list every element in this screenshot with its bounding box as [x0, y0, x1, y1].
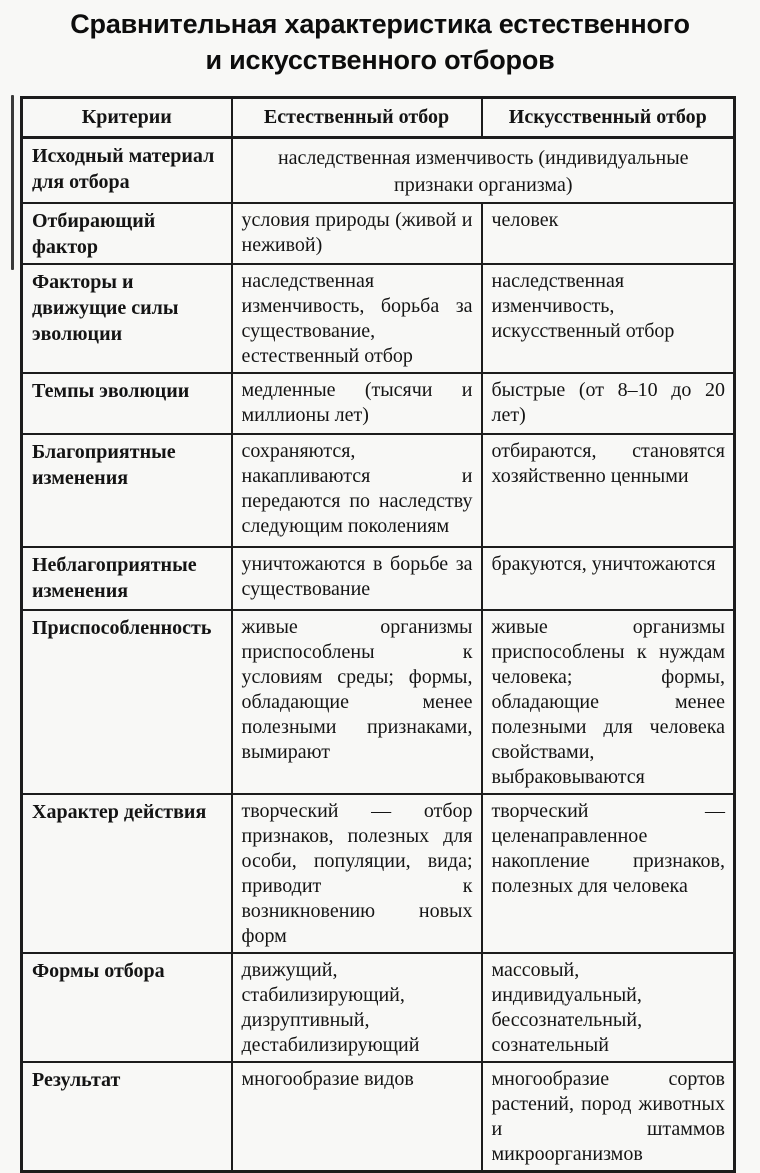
criterion-cell: Исходный материал для отбора	[22, 138, 232, 204]
criterion-cell: Результат	[22, 1062, 232, 1172]
artificial-cell: быстрые (от 8–10 до 20 лет)	[482, 373, 735, 434]
table-row	[22, 610, 735, 794]
artificial-cell: бракуются, уничтожаются	[482, 547, 735, 610]
criterion-cell: Факторы и движущие силы эволюции	[22, 264, 232, 373]
page-title-line2: и искусственного отборов	[205, 45, 555, 75]
criterion-cell: Характер действия	[22, 794, 232, 953]
table-row	[22, 794, 735, 953]
natural-cell: творческий — отбор признаков, полезных для особи, популяции, вида; приводит к возникновению новых форм	[232, 794, 482, 953]
merged-value-cell: наследственная изменчивость (индивидуальные признаки организма)	[232, 138, 735, 204]
natural-cell: наследственная изменчивость, борьба за существование, естественный отбор	[232, 264, 482, 373]
criterion-cell: Темпы эволюции	[22, 373, 232, 434]
table-row	[22, 434, 735, 547]
page-title-line1: Сравнительная характеристика естественного	[70, 9, 690, 39]
artificial-cell: человек	[482, 203, 735, 264]
criterion-cell: Приспособленность	[22, 610, 232, 794]
artificial-cell: отбираются, становятся хозяйственно ценными	[482, 434, 735, 547]
header-natural-selection: Естественный отбор	[232, 98, 482, 138]
table-row	[22, 953, 735, 1062]
table-row	[22, 1062, 735, 1172]
table-row	[22, 264, 735, 373]
artificial-cell: массовый, индивидуальный, бессознательный, сознательный	[482, 953, 735, 1062]
natural-cell: живые организмы приспособлены к условиям среды; формы, обладающие менее полезными признаками, вымирают	[232, 610, 482, 794]
natural-cell: многообразие видов	[232, 1062, 482, 1172]
artificial-cell: творческий — целенаправленное накопление признаков, полезных для человека	[482, 794, 735, 953]
natural-cell: движущий, стабилизирующий, дизруптивный, дестабилизирующий	[232, 953, 482, 1062]
natural-cell: условия природы (живой и неживой)	[232, 203, 482, 264]
natural-cell: медленные (тысячи и миллионы лет)	[232, 373, 482, 434]
header-criteria: Критерии	[22, 98, 232, 138]
table-row	[22, 547, 735, 610]
artificial-cell: многообразие сортов растений, пород животных и штаммов микроорганизмов	[482, 1062, 735, 1172]
table-row	[22, 203, 735, 264]
scan-edge-artifact	[11, 95, 14, 270]
natural-cell: сохраняются, накапливаются и передаются по наследству следующим поколениям	[232, 434, 482, 547]
table-row	[22, 373, 735, 434]
criterion-cell: Отбирающий фактор	[22, 203, 232, 264]
criterion-cell: Благоприятные изменения	[22, 434, 232, 547]
artificial-cell: наследственная изменчивость, искусственный отбор	[482, 264, 735, 373]
header-row	[22, 98, 735, 138]
artificial-cell: живые организмы приспособлены к нуждам человека; формы, обладающие менее полезными для человека свойствами, выбраковываются	[482, 610, 735, 794]
header-artificial-selection: Искусственный отбор	[482, 98, 735, 138]
comparison-table	[20, 96, 736, 1173]
natural-cell: уничтожаются в борьбе за существование	[232, 547, 482, 610]
criterion-cell: Формы отбора	[22, 953, 232, 1062]
page-title	[0, 0, 760, 78]
table-row	[22, 138, 735, 204]
criterion-cell: Неблагоприятные изменения	[22, 547, 232, 610]
